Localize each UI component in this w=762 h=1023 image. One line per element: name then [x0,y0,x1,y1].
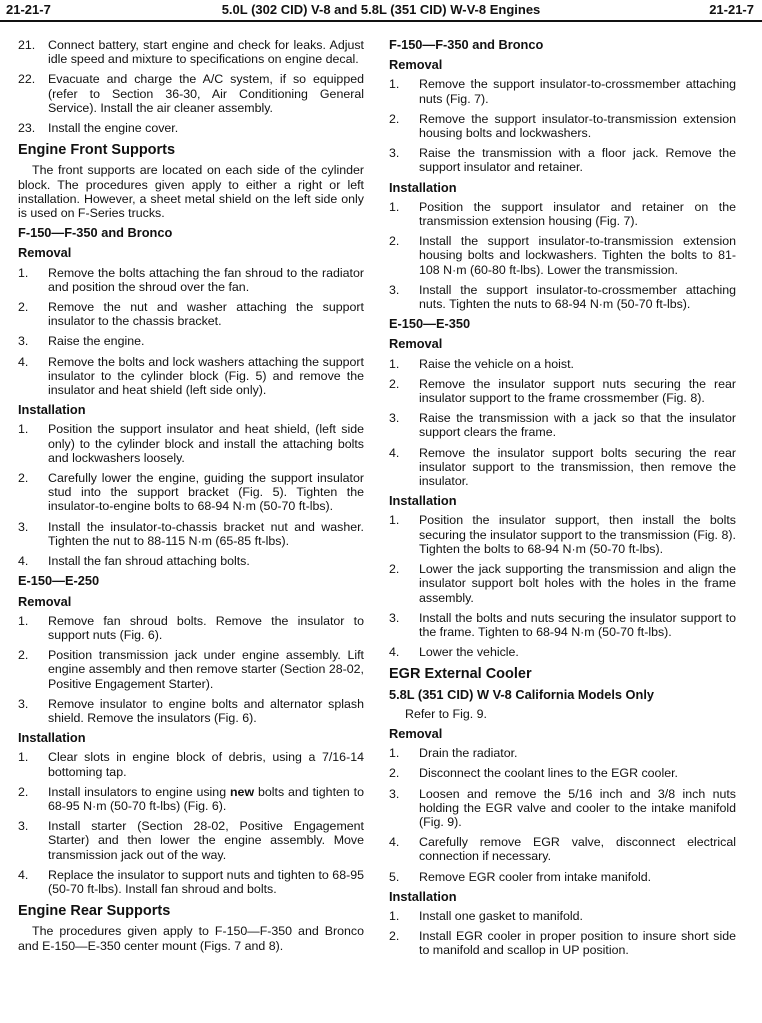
step-text: Remove the bolts and lock washers attaching the support insulator to the cylinder block (Fig. 5) and remove the insulator and heat shield (left side only). [48,354,364,398]
section-title-rear-supports: Engine Rear Supports [18,903,171,920]
list-item [389,909,736,923]
step-text: Remove the insulator support bolts securing the rear insulator support to the transmission, then remove the insulator. [419,445,736,489]
step-number: 3. [389,411,400,426]
list-item [18,614,364,642]
removal-heading: Removal [18,245,72,261]
step-text: Connect battery, start engine and check for leaks. Adjust idle speed and mixture to specifications on engine decal. [48,38,364,67]
step-number: 4. [389,835,400,850]
f150-front-installation-steps [18,422,364,568]
step-text: Install the support insulator-to-crossmember attaching nuts. Tighten the nuts to 68-94 N·m (50-70 ft-lbs). [419,282,736,312]
step-number: 2. [389,929,400,944]
emphasis-new: new [229,784,255,799]
step-text: Position the support insulator and retainer on the transmission extension housing (Fig. 7). [419,199,736,229]
step-number: 1. [18,422,29,437]
list-item [18,868,364,896]
list-item [389,411,736,439]
step-text: Drain the radiator. [419,746,518,761]
step-text: Install the support insulator-to-transmission extension housing bolts and lockwashers. Tighten the bolts to 81-108 N·m (60-80 ft-lbs). Lower the transmission. [419,234,736,277]
step-text: Install EGR cooler in proper position to insure short side to manifold and scallop in UP position. [419,929,736,958]
step-text: Raise the engine. [48,334,145,349]
e150-rear-installation-steps [389,513,736,659]
list-item [389,562,736,605]
step-text: Remove the support insulator-to-crossmember attaching nuts (Fig. 7). [419,77,736,106]
list-item [389,446,736,489]
list-item [389,870,736,884]
list-item [18,471,364,514]
step-text: Install one gasket to manifold. [419,908,583,923]
step-text: Raise the vehicle on a hoist. [419,356,574,371]
step-text: Remove fan shroud bolts. Remove the insulator to support nuts (Fig. 6). [48,613,364,642]
step-text: Lower the vehicle. [419,645,519,660]
section-title-front-supports: Engine Front Supports [18,142,176,159]
list-item [18,300,364,328]
step-text: Install the fan shroud attaching bolts. [48,554,250,569]
step-text: Remove the support insulator-to-transmission extension housing bolts and lockwashers. [419,111,736,141]
step-number: 4. [389,645,400,660]
list-item [389,377,736,405]
list-item [18,334,364,348]
step-number: 2. [18,784,29,799]
e150-front-removal-steps [18,614,364,725]
step-text: Install the bolts and nuts securing the insulator support to the frame. Tighten to 68-94 N·m (50-70 ft-lbs). [419,610,736,639]
list-item [18,520,364,548]
step-text: Remove insulator to engine bolts and alternator splash shield. Remove the insulators (Fig. 6). [48,696,364,725]
step-text: Evacuate and charge the A/C system, if so equipped (refer to Section 36-30, Air Conditioning General Service). Install the air cleaner assembly. [48,72,364,115]
page-title: 5.0L (302 CID) V-8 and 5.8L (351 CID) W-V-8 Engines [221,2,541,17]
step-number: 5. [389,869,400,884]
left-column [18,38,364,959]
step-number: 2. [18,648,29,663]
front-supports-paragraph: The front supports are located on each side of the cylinder block. The procedures given apply to either a right or left installation. However, a sheet metal shield on the left side only is used on F-Series trucks. [18,163,364,221]
list-item [389,645,736,659]
installation-heading: Installation [389,179,457,195]
list-item [18,554,364,568]
installation-heading: Installation [389,493,457,509]
step-number: 1. [18,265,29,280]
list-item [18,121,364,135]
step-text: Carefully lower the engine, guiding the support insulator stud into the support bracket (Fig. 5). Tighten the insulator-to-engine bolts to 68-94 N·m (50-70 ft-lbs). [48,471,364,514]
step-number: 1. [389,908,400,923]
step-number: 1. [389,77,400,92]
step-text: Remove the bolts attaching the fan shroud to the radiator and position the shroud over the fan. [48,265,364,294]
step-number: 1. [389,513,400,528]
list-item [389,234,736,277]
egr-removal-steps [389,746,736,884]
step-number: 1. [18,750,29,765]
step-number: 3. [389,786,400,801]
step-text: Raise the transmission with a floor jack. Remove the support insulator and retainer. [419,146,736,175]
step-number: 4. [18,867,29,882]
e150-rear-removal-steps [389,357,736,489]
list-item [389,283,736,311]
step-number: 2. [389,766,400,781]
step-number: 23. [18,121,36,136]
subsection-title-f150-rear: F-150—F-350 and Bronco [389,37,544,52]
step-text: Position the insulator support, then install the bolts securing the insulator support to the transmission (Fig. 8). Tighten the bolts to 68-94 N·m (50-70 ft-lbs). [419,513,736,556]
step-text: Position the support insulator and heat shield, (left side only) to the cylinder block and install the attaching bolts and lockwashers loosely. [48,422,364,465]
list-item [18,266,364,294]
step-text: Loosen and remove the 5/16 inch and 3/8 inch nuts holding the EGR valve and cooler to the intake manifold (Fig. 9). [419,786,736,829]
section-title-egr-cooler: EGR External Cooler [389,666,532,683]
list-item [389,766,736,780]
intro-steps [18,38,364,135]
step-text: Disconnect the coolant lines to the EGR cooler. [419,766,678,781]
step-number: 21. [18,38,36,52]
step-number: 3. [18,519,29,534]
list-item [389,146,736,174]
egr-figure-reference: Refer to Fig. 9. [405,706,487,721]
step-text [48,785,364,813]
installation-heading: Installation [18,730,86,746]
step-number: 4. [18,554,29,569]
step-text: Remove EGR cooler from intake manifold. [419,869,652,884]
step-number: 1. [389,199,400,214]
step-text: Install starter (Section 28-02, Positive Engagement Starter) and then lower the engine assembly. Move transmission jack out of the way. [48,819,364,862]
list-item [389,112,736,140]
list-item [18,422,364,465]
page-number-right: 21-21-7 [709,2,754,17]
list-item [18,785,364,813]
subsection-title-e150-front: E-150—E-250 [18,573,100,589]
step-number: 1. [389,356,400,371]
step-number: 2. [18,471,29,486]
removal-heading: Removal [18,593,72,609]
step-text: Lower the jack supporting the transmission and align the insulator support bolt holes with the holes in the frame assembly. [419,562,736,605]
step-number: 3. [389,146,400,161]
list-item [389,929,736,957]
list-item [389,513,736,556]
step-text: Remove the nut and washer attaching the support insulator to the chassis bracket. [48,300,364,329]
list-item [18,72,364,115]
installation-heading: Installation [18,402,86,418]
step-text: Carefully remove EGR valve, disconnect electrical connection if necessary. [419,835,736,864]
list-item [18,750,364,778]
step-number: 3. [389,610,400,625]
step-number: 22. [18,72,36,87]
right-column [389,38,736,964]
e150-front-installation-steps [18,750,364,896]
list-item [389,77,736,105]
step-number: 2. [389,234,400,249]
list-item [389,787,736,830]
step-number: 2. [389,376,400,391]
list-item [18,355,364,398]
step-text-part: bolts and tighten to 68-95 N·m (50-70 ft-lbs) (Fig. 6). [48,784,365,813]
step-number: 1. [389,746,400,761]
egr-installation-steps [389,909,736,958]
step-text-part: Install insulators to engine using [48,784,230,799]
step-text: Clear slots in engine block of debris, using a 7/16-14 bottoming tap. [48,750,364,779]
list-item [389,835,736,863]
f150-rear-removal-steps [389,77,736,174]
step-number: 2. [389,111,400,126]
step-number: 1. [18,613,29,628]
step-number: 3. [18,334,29,349]
step-number: 2. [389,562,400,577]
step-number: 3. [389,282,400,297]
step-text: Position transmission jack under engine assembly. Lift engine assembly and then remove starter (Section 28-02, Positive Engagement Starter). [48,648,364,691]
step-text: Remove the insulator support nuts securing the rear insulator support to the frame crossmember (Fig. 8). [419,376,736,406]
step-text: Raise the transmission with a jack so that the insulator support clears the frame. [419,411,736,440]
rear-supports-paragraph: The procedures given apply to F-150—F-350 and Bronco and E-150—E-350 center mount (Figs. 7 and 8). [18,924,364,953]
removal-heading: Removal [389,336,443,352]
list-item [389,200,736,228]
removal-heading: Removal [389,57,443,73]
list-item [18,648,364,691]
step-text: Replace the insulator to support nuts and tighten to 68-95 (50-70 ft-lbs). Install fan shroud and bolts. [48,867,364,896]
page-number-left: 21-21-7 [6,2,51,17]
subsection-title-egr-models: 5.8L (351 CID) W V-8 California Models Only [389,686,655,702]
installation-heading: Installation [389,888,457,904]
list-item [389,746,736,760]
list-item [389,611,736,639]
f150-front-removal-steps [18,266,364,398]
removal-heading: Removal [389,725,443,741]
list-item [18,697,364,725]
list-item [18,38,364,66]
step-number: 3. [18,819,29,834]
subsection-title-e150-rear: E-150—E-350 [389,316,471,332]
step-number: 2. [18,300,29,315]
step-number: 4. [389,445,400,460]
subsection-title-f150-front: F-150—F-350 and Bronco [18,225,173,241]
step-text: Install the insulator-to-chassis bracket nut and washer. Tighten the nut to 88-115 N·m (65-85 ft-lbs). [48,519,364,548]
f150-rear-installation-steps [389,200,736,311]
list-item [18,819,364,862]
step-number: 3. [18,696,29,711]
list-item [389,357,736,371]
page-header [0,0,762,22]
step-number: 4. [18,354,29,369]
step-text: Install the engine cover. [48,121,179,136]
